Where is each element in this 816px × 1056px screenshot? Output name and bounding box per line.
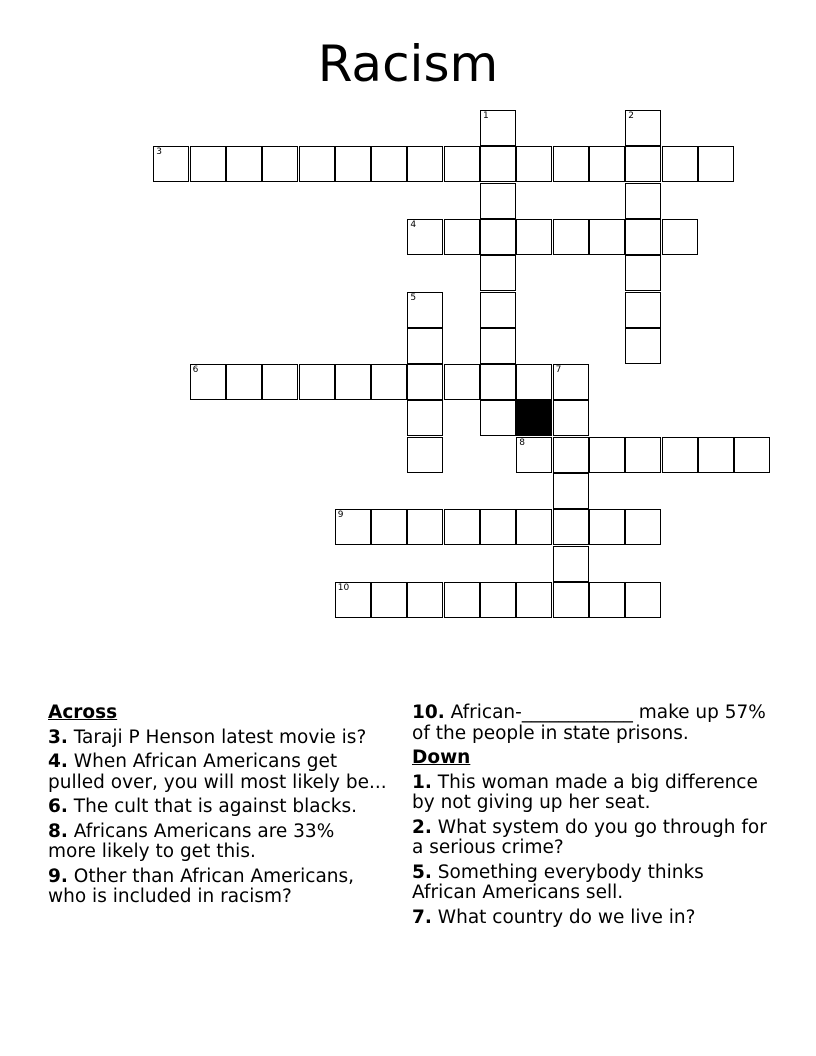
crossword-cell[interactable] (371, 509, 407, 545)
crossword-black-cell (516, 400, 552, 436)
clue-number: 4. (48, 751, 68, 772)
clue-number: 6. (48, 796, 68, 817)
crossword-cell[interactable] (262, 146, 298, 182)
crossword-cell[interactable] (662, 146, 698, 182)
crossword-cell[interactable] (553, 219, 589, 255)
clue-number-label: 6 (192, 365, 199, 376)
crossword-cell[interactable] (407, 437, 443, 473)
crossword-cell[interactable] (553, 509, 589, 545)
crossword-cell[interactable] (589, 146, 625, 182)
across-clue-9 (48, 867, 388, 908)
clue-text: What country do we live in? (437, 906, 696, 928)
clue-number-label: 8 (519, 437, 526, 448)
crossword-cell[interactable] (516, 509, 552, 545)
crossword-cell[interactable] (625, 509, 661, 545)
clue-number: 7. (412, 906, 432, 928)
crossword-cell[interactable] (698, 437, 734, 473)
clues-left-column (48, 703, 388, 912)
crossword-cell[interactable] (625, 219, 661, 255)
clue-text: African-____________ make up 57% of the people in state prisons. (412, 702, 766, 744)
crossword-cell[interactable] (516, 146, 552, 182)
crossword-cell[interactable] (335, 509, 371, 545)
down-clue-1 (412, 773, 772, 814)
clue-number-label: 2 (628, 111, 634, 121)
crossword-cell[interactable] (698, 146, 734, 182)
clue-text: When African Americans get pulled over, you will most likely be... (48, 751, 387, 793)
crossword-cell[interactable] (589, 509, 625, 545)
crossword-cell[interactable] (516, 219, 552, 255)
crossword-cell[interactable] (299, 146, 335, 182)
clue-text: Something everybody thinks African Americans sell. (412, 861, 704, 903)
across-clue-8 (48, 822, 388, 863)
crossword-cell[interactable] (553, 582, 589, 618)
clues-right-column (412, 703, 772, 932)
crossword-cell[interactable] (480, 183, 516, 219)
crossword-cell[interactable] (516, 437, 552, 473)
crossword-cell[interactable] (480, 509, 516, 545)
crossword-cell[interactable] (480, 328, 516, 364)
crossword-cell[interactable] (190, 364, 226, 400)
clue-number-label: 1 (483, 111, 489, 121)
crossword-cell[interactable] (444, 582, 480, 618)
crossword-cell[interactable] (480, 364, 516, 400)
clue-number-label: 7 (555, 365, 562, 376)
crossword-cell[interactable] (553, 364, 589, 400)
clue-number-label: 4 (410, 219, 417, 230)
crossword-cell[interactable] (407, 509, 443, 545)
crossword-cell[interactable] (516, 582, 552, 618)
crossword-cell[interactable] (625, 146, 661, 182)
crossword-cell[interactable] (480, 292, 516, 328)
across-clue-3 (48, 728, 388, 749)
crossword-cell[interactable] (371, 582, 407, 618)
crossword-cell[interactable] (480, 110, 516, 146)
clue-text: Other than African Americans, who is included in racism? (48, 865, 355, 907)
clue-text: Africans Americans are 33% more likely to get this. (48, 820, 335, 862)
crossword-cell[interactable] (153, 146, 189, 182)
clue-number-label: 10 (337, 582, 350, 593)
clue-number: 1. (412, 771, 432, 793)
crossword-cell[interactable] (299, 364, 335, 400)
crossword-cell[interactable] (190, 146, 226, 182)
crossword-cell[interactable] (625, 328, 661, 364)
down-clue-7 (412, 908, 772, 929)
crossword-cell[interactable] (444, 364, 480, 400)
crossword-cell[interactable] (444, 509, 480, 545)
crossword-cell[interactable] (407, 400, 443, 436)
down-heading: Down (412, 747, 471, 768)
across-clue-10 (412, 703, 772, 744)
across-heading: Across (48, 702, 118, 723)
crossword-cell[interactable] (226, 364, 262, 400)
clue-number: 2. (412, 816, 432, 838)
down-clue-5 (412, 863, 772, 904)
crossword-cell[interactable] (335, 146, 371, 182)
crossword-cell[interactable] (553, 437, 589, 473)
crossword-cell[interactable] (407, 328, 443, 364)
crossword-cell[interactable] (262, 364, 298, 400)
across-clue-4 (48, 752, 388, 793)
crossword-cell[interactable] (625, 110, 661, 146)
crossword-cell[interactable] (444, 219, 480, 255)
crossword-cell[interactable] (662, 437, 698, 473)
crossword-cell[interactable] (625, 292, 661, 328)
clue-text: The cult that is against blacks. (73, 796, 358, 817)
crossword-cell[interactable] (589, 219, 625, 255)
clue-number: 3. (48, 726, 68, 748)
crossword-cell[interactable] (553, 146, 589, 182)
crossword-cell[interactable] (480, 255, 516, 291)
crossword-cell[interactable] (589, 437, 625, 473)
crossword-cell[interactable] (407, 582, 443, 618)
clue-text: This woman made a big difference by not giving up her seat. (412, 771, 758, 813)
clue-text: Taraji P Henson latest movie is? (73, 726, 367, 748)
crossword-cell[interactable] (480, 582, 516, 618)
crossword-cell[interactable] (625, 437, 661, 473)
crossword-cell[interactable] (625, 183, 661, 219)
crossword-cell[interactable] (553, 400, 589, 436)
crossword-cell[interactable] (407, 219, 443, 255)
crossword-cell[interactable] (371, 364, 407, 400)
crossword-cell[interactable] (480, 219, 516, 255)
clue-number: 10. (412, 702, 445, 723)
clue-number-label: 3 (156, 147, 163, 158)
clue-text: What system do you go through for a serious crime? (412, 816, 767, 858)
crossword-cell[interactable] (480, 400, 516, 436)
crossword-cell[interactable] (444, 146, 480, 182)
crossword-cell[interactable] (516, 364, 552, 400)
crossword-cell[interactable] (553, 473, 589, 509)
crossword-cell[interactable] (553, 546, 589, 582)
clue-number: 5. (412, 861, 432, 883)
crossword-cell[interactable] (407, 364, 443, 400)
crossword-cell[interactable] (734, 437, 770, 473)
clue-number: 8. (48, 820, 68, 842)
down-clue-2 (412, 818, 772, 859)
crossword-cell[interactable] (480, 146, 516, 182)
clue-number-label: 9 (337, 510, 344, 521)
crossword-cell[interactable] (335, 364, 371, 400)
crossword-cell[interactable] (625, 582, 661, 618)
crossword-cell[interactable] (625, 255, 661, 291)
crossword-cell[interactable] (662, 219, 698, 255)
clue-number: 9. (48, 865, 68, 887)
crossword-cell[interactable] (407, 146, 443, 182)
crossword-cell[interactable] (226, 146, 262, 182)
crossword-cell[interactable] (589, 582, 625, 618)
page-title: Racism (317, 35, 499, 93)
across-clue-6 (48, 797, 388, 818)
crossword-cell[interactable] (407, 292, 443, 328)
crossword-cell[interactable] (335, 582, 371, 618)
clue-number-label: 5 (410, 292, 417, 303)
crossword-cell[interactable] (371, 146, 407, 182)
